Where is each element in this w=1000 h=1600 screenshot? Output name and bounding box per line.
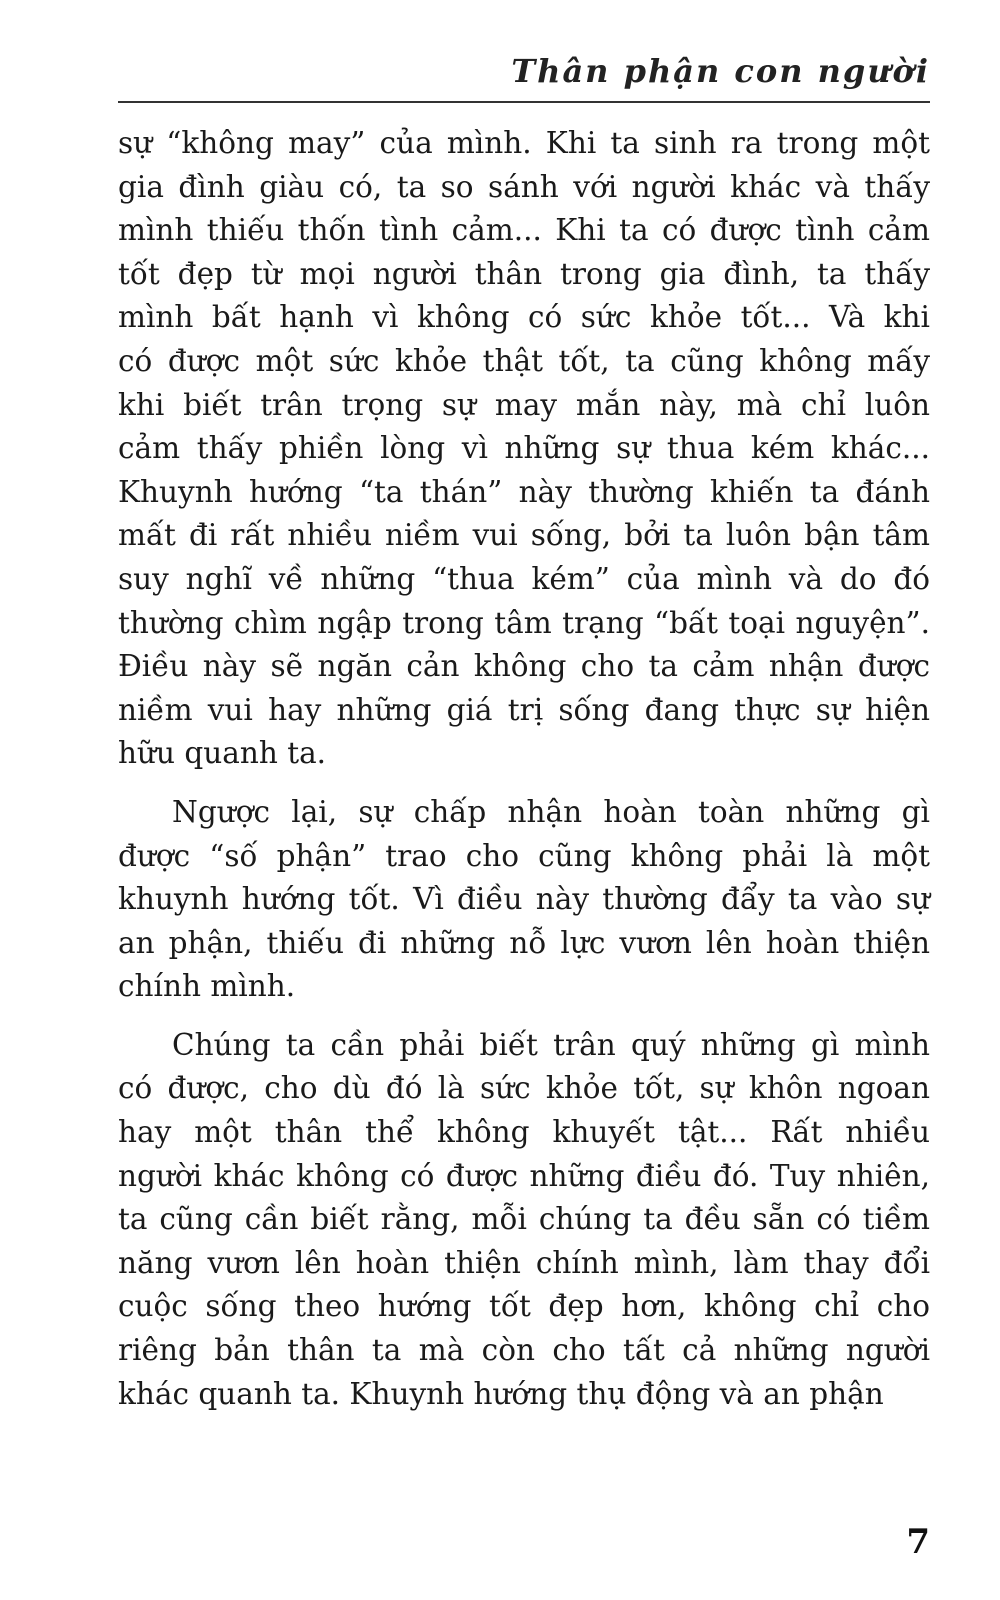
page-number: 7 (906, 1522, 930, 1562)
paragraph (118, 791, 930, 1009)
text-line: mất đi rất nhiều niềm vui sống, bởi ta luôn bận tâm (118, 518, 930, 553)
text-line: được “số phận” trao cho cũng không phải là một (118, 838, 930, 873)
text-line: hữu quanh ta. (118, 736, 327, 771)
text-line: sự “không may” của mình. Khi ta sinh ra trong một (118, 126, 930, 160)
text-line: an phận, thiếu đi những nỗ lực vươn lên hoàn thiện (118, 925, 930, 960)
running-header-title: Thân phận con người (511, 52, 930, 90)
text-line: tốt đẹp từ mọi người thân trong gia đình, ta thấy (118, 256, 930, 291)
header-divider (118, 101, 930, 103)
text-line: người khác không có được những điều đó. Tuy nhiên, (118, 1158, 930, 1193)
text-line: năng vươn lên hoàn thiện chính mình, làm thay đổi (118, 1245, 930, 1280)
text-line: khuynh hướng tốt. Vì điều này thường đẩy ta vào sự (118, 882, 930, 917)
text-line: khi biết trân trọng sự may mắn này, mà chỉ luôn (118, 387, 930, 422)
text-line: hay một thân thể không khuyết tật... Rất nhiều (118, 1115, 930, 1150)
text-line: suy nghĩ về những “thua kém” của mình và do đó (118, 561, 930, 596)
text-line: mình bất hạnh vì không có sức khỏe tốt... Và khi (118, 300, 930, 335)
text-line: Khuynh hướng “ta thán” này thường khiến ta đánh (118, 474, 930, 509)
text-line: có được, cho dù đó là sức khỏe tốt, sự khôn ngoan (118, 1071, 930, 1106)
text-line: niềm vui hay những giá trị sống đang thực sự hiện (118, 692, 930, 727)
text-line: mình thiếu thốn tình cảm... Khi ta có được tình cảm (118, 213, 930, 248)
text-line: riêng bản thân ta mà còn cho tất cả những người (118, 1333, 930, 1368)
text-line: chính mình. (118, 969, 296, 1004)
paragraph-gap (118, 776, 930, 791)
text-line: gia đình giàu có, ta so sánh với người khác và thấy (118, 169, 930, 204)
text-line: Ngược lại, sự chấp nhận hoàn toàn những gì (172, 794, 930, 829)
body-text (118, 122, 930, 1416)
paragraph (118, 122, 930, 776)
text-line: cảm thấy phiền lòng vì những sự thua kém khác... (118, 431, 930, 466)
text-line: Điều này sẽ ngăn cản không cho ta cảm nhận được (118, 649, 930, 684)
text-line: thường chìm ngập trong tâm trạng “bất toại nguyện”. (118, 605, 930, 640)
text-line: có được một sức khỏe thật tốt, ta cũng không mấy (118, 343, 930, 378)
paragraph-gap (118, 1009, 930, 1024)
text-line: khác quanh ta. Khuynh hướng thụ động và an phận (118, 1376, 884, 1411)
paragraph (118, 1024, 930, 1416)
text-line: cuộc sống theo hướng tốt đẹp hơn, không chỉ cho (118, 1289, 930, 1324)
text-line: Chúng ta cần phải biết trân quý những gì mình (172, 1027, 930, 1062)
text-line: ta cũng cần biết rằng, mỗi chúng ta đều sẵn có tiềm (118, 1202, 930, 1237)
